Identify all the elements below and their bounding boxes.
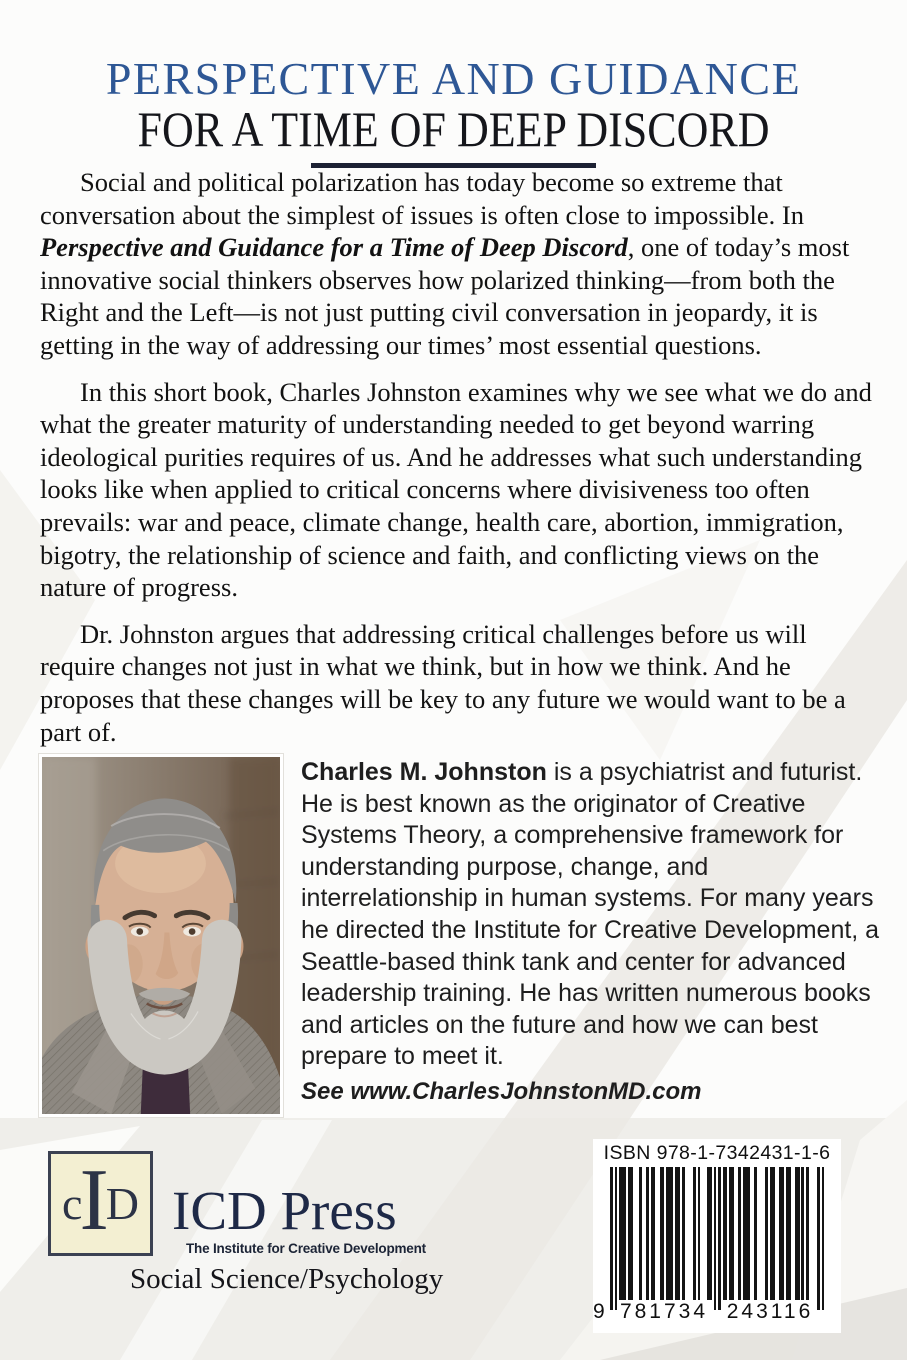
p1-text-before: Social and political polarization has today become so extreme that conversation about the simplest of issues is often close to impossible. In — [40, 167, 804, 230]
barcode-block — [593, 1139, 841, 1333]
barcode-bar — [797, 1167, 800, 1300]
isbn-text: ISBN 978-1-7342431-1-6 — [603, 1142, 831, 1164]
barcode-bar — [738, 1167, 741, 1300]
p1-book-title: Perspective and Guidance for a Time of Deep Discord — [40, 232, 628, 263]
barcode-bar — [709, 1167, 712, 1300]
ean-digit-lead: 9 — [593, 1300, 605, 1323]
logo-letter-c: c — [62, 1177, 83, 1229]
barcode-bar — [725, 1167, 728, 1300]
synopsis — [40, 166, 873, 762]
publisher-name: ICD Press — [172, 1180, 397, 1241]
publisher-tagline: The Institute for Creative Development — [186, 1241, 426, 1256]
barcode-bar — [788, 1167, 791, 1300]
synopsis-paragraph-3: Dr. Johnston argues that addressing critical challenges before us will require changes not just in what we think, but in how we think. And he proposes that these changes will be key to any future we would want to be a part of. — [40, 618, 846, 747]
barcode-bar — [624, 1167, 627, 1300]
barcode-bar — [682, 1167, 685, 1300]
barcode-bar — [671, 1167, 674, 1300]
synopsis-paragraph-2: In this short book, Charles Johnston examines why we see what we do and what the greater maturity of understanding needed to get beyond warring ideological purities requires of us. And he addresses what such understanding looks like when applied to critical concerns where divisiveness too often prevails: war and peace, climate change, health care, abortion, immigration, bigotry, the relationship of science and faith, and conflicting views on the nature of progress. — [40, 376, 872, 603]
barcode-bar — [754, 1167, 757, 1300]
logo-letter-i: I — [79, 1152, 109, 1250]
barcode-bar — [817, 1167, 820, 1310]
barcode-bar — [615, 1167, 618, 1310]
category-label: Social Science/Psychology — [130, 1263, 444, 1295]
ean-group-right: 243116 — [723, 1300, 817, 1324]
barcode-bar — [806, 1167, 809, 1300]
barcode-bar — [765, 1167, 768, 1300]
p1-text-after: , one of today’s most innovative social thinkers observes how polarized thinking—from both the Right and the Left—is not just putting civil conversation in jeopardy, it is getting in the way of addressing our times’ most essential questions. — [40, 232, 850, 360]
barcode-bar — [698, 1167, 701, 1300]
barcode-bar — [772, 1167, 775, 1300]
icd-press-logo — [48, 1151, 153, 1256]
barcode-bar — [718, 1167, 721, 1310]
barcode-bar — [822, 1167, 825, 1310]
barcode-bar — [693, 1167, 696, 1300]
ean-digits — [593, 1298, 824, 1326]
logo-letter-d: D — [105, 1177, 139, 1229]
synopsis-paragraph-1 — [40, 166, 873, 362]
ean-group-left: 781734 — [619, 1300, 709, 1323]
barcode-bar — [714, 1167, 717, 1310]
title-line-2: FOR A TIME OF DEEP DISCORD — [137, 100, 770, 157]
barcode-bar — [639, 1167, 642, 1300]
title-block — [0, 53, 907, 168]
author-section — [38, 753, 880, 1123]
author-portrait-illustration — [42, 757, 280, 1114]
barcode-bar — [732, 1167, 735, 1300]
author-bio — [301, 757, 881, 1073]
author-bio-text: is a psychiatrist and futurist. He is best known as the originator of Creative Systems Theory, a comprehensive framework for understanding purpose, change, and interrelationship in human systems. For many years he directed the Institute for Creative Development, a Seattle-based think tank and center for advanced leadership training. He has written numerous books and articles on the future and how we can best prepare to meet it. — [301, 758, 880, 1071]
barcode-bar — [747, 1167, 750, 1300]
barcode-bars — [593, 1167, 824, 1323]
barcode-bar — [610, 1167, 613, 1310]
barcode-bar — [801, 1167, 804, 1300]
barcode-bar — [662, 1167, 665, 1300]
barcode-bar — [646, 1167, 649, 1300]
barcode-bar — [653, 1167, 656, 1300]
author-website: See www.CharlesJohnstonMD.com — [301, 1077, 702, 1105]
barcode-bar — [678, 1167, 681, 1300]
title-line-1: PERSPECTIVE AND GUIDANCE — [105, 53, 802, 104]
author-name: Charles M. Johnston — [301, 758, 547, 786]
barcode-bar — [630, 1167, 633, 1300]
author-photo — [38, 753, 284, 1118]
barcode-bar — [781, 1167, 784, 1300]
author-bio-block — [301, 757, 881, 1108]
